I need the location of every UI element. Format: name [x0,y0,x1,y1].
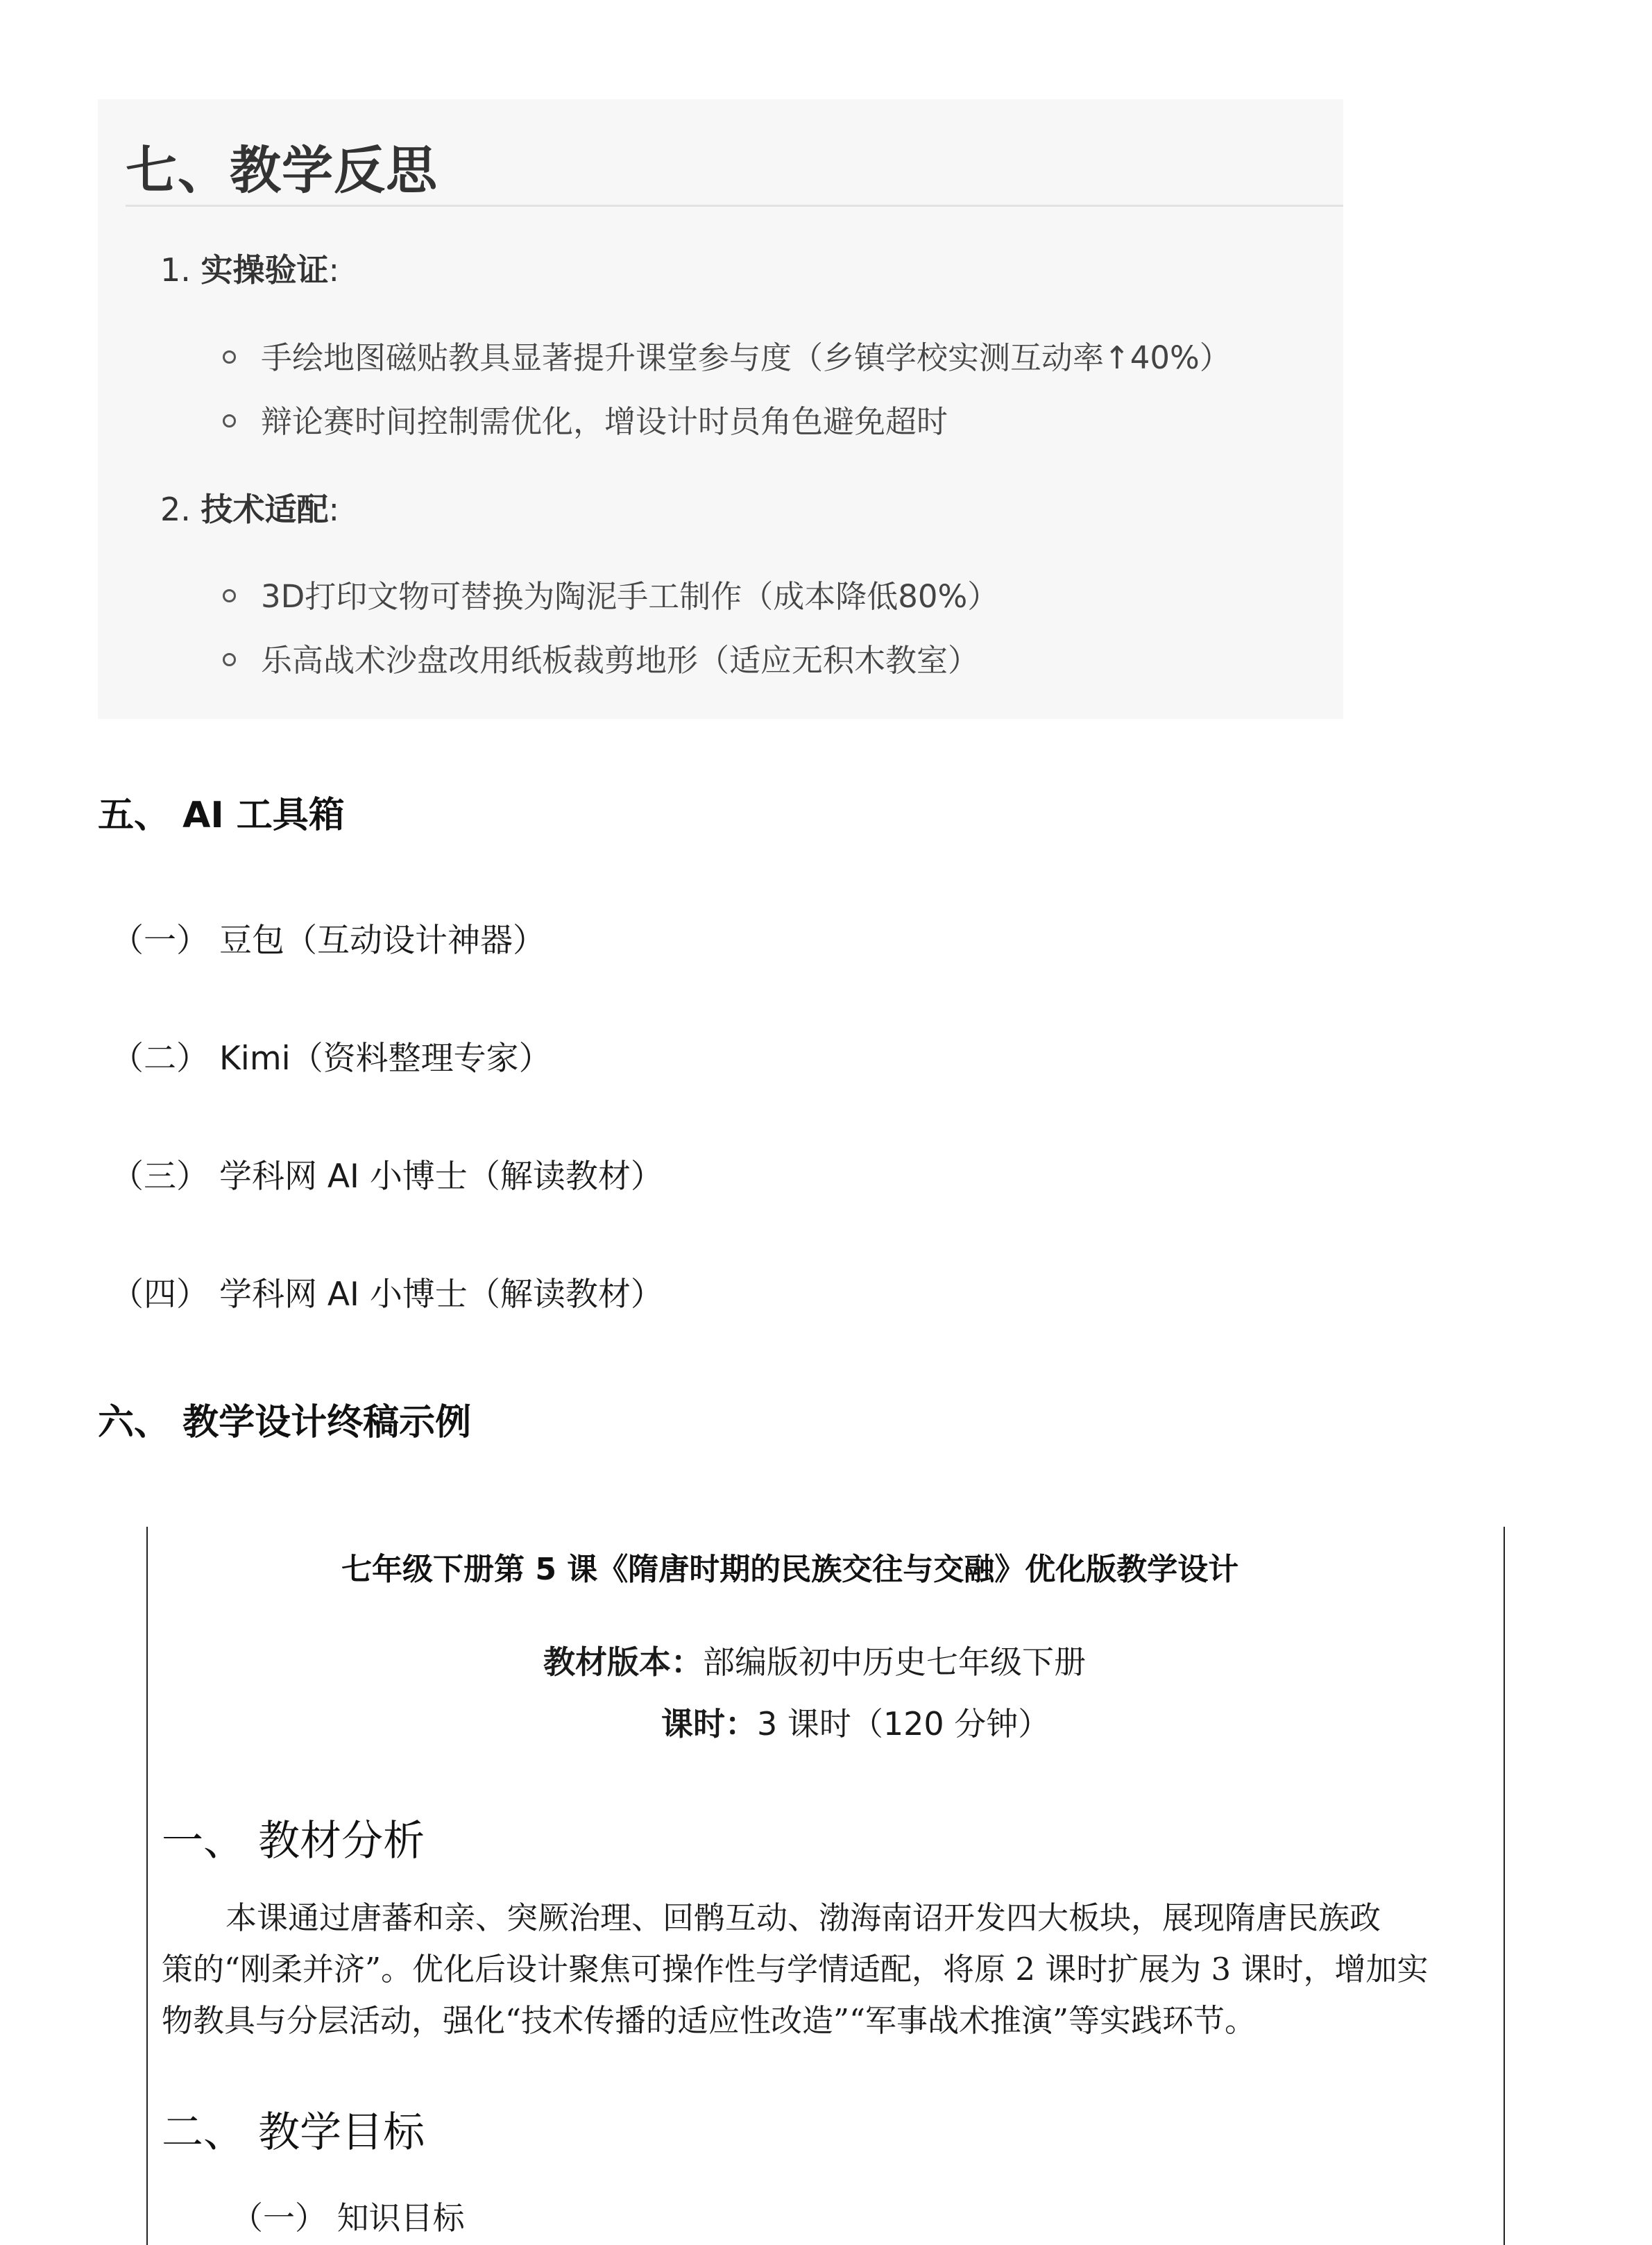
section-colon: : [328,251,340,289]
goals-heading: 二、 教学目标 [162,2108,425,2157]
circle-bullet-icon [223,589,236,602]
doc-edition [543,1637,1086,1683]
circle-bullet-icon [223,653,236,666]
doc-right-border [1504,1527,1505,2245]
reflection-screenshot [98,99,1343,719]
reflection-title: 七、教学反思 [126,141,438,201]
tool-item: （一） 豆包（互动设计神器） [111,922,545,960]
reflection-section-2 [160,484,339,530]
hours-value: 3 课时（120 分钟） [757,1705,1050,1743]
hours-label: 课时： [661,1705,757,1743]
section-number: 2. [160,491,191,528]
paragraph-line: 策的“刚柔并济”。优化后设计聚焦可操作性与学情适配，将原 2 课时扩展为 3 课时，增加实 [162,1951,1429,1988]
edition-label: 教材版本： [543,1643,703,1681]
goals-subheading: （一） 知识目标 [231,2199,465,2237]
paragraph-line: 物教具与分层活动，强化“技术传播的适应性改造”“军事战术推演”等实践环节。 [162,2002,1257,2039]
doc-hours [661,1699,1050,1745]
section-five-heading: 五、 AI 工具箱 [98,795,345,836]
reflection-bullet: 乐高战术沙盘改用纸板裁剪地形（适应无积木教室） [223,635,979,680]
tool-item: （四） 学科网 AI 小博士（解读教材） [111,1276,663,1314]
section-number: 1. [160,251,191,289]
edition-value: 部编版初中历史七年级下册 [703,1643,1086,1681]
reflection-divider [126,205,1343,207]
circle-bullet-icon [223,350,236,364]
analysis-paragraph [162,1892,1494,2047]
tool-item: （二） Kimi（资料整理专家） [111,1040,552,1078]
reflection-section-1 [160,245,339,291]
doc-left-border [146,1527,148,2245]
reflection-bullet: 3D打印文物可替换为陶泥手工制作（成本降低80%） [223,571,998,616]
circle-bullet-icon [223,414,236,427]
section-colon: : [328,491,340,528]
analysis-heading: 一、 教材分析 [162,1817,425,1865]
doc-title: 七年级下册第 5 课《隋唐时期的民族交往与交融》优化版教学设计 [341,1552,1239,1587]
paragraph-line: 本课通过唐蕃和亲、突厥治理、回鹘互动、渤海南诏开发四大板块，展现隋唐民族政 [225,1899,1381,1936]
reflection-bullet: 辩论赛时间控制需优化，增设计时员角色避免超时 [223,396,948,441]
section-heading: 实操验证 [201,251,329,289]
section-six-heading: 六、 教学设计终稿示例 [98,1402,472,1443]
reflection-bullet: 手绘地图磁贴教具显著提升课堂参与度（乡镇学校实测互动率↑40%） [223,332,1231,378]
tool-item: （三） 学科网 AI 小博士（解读教材） [111,1158,663,1196]
section-heading: 技术适配 [201,491,329,528]
